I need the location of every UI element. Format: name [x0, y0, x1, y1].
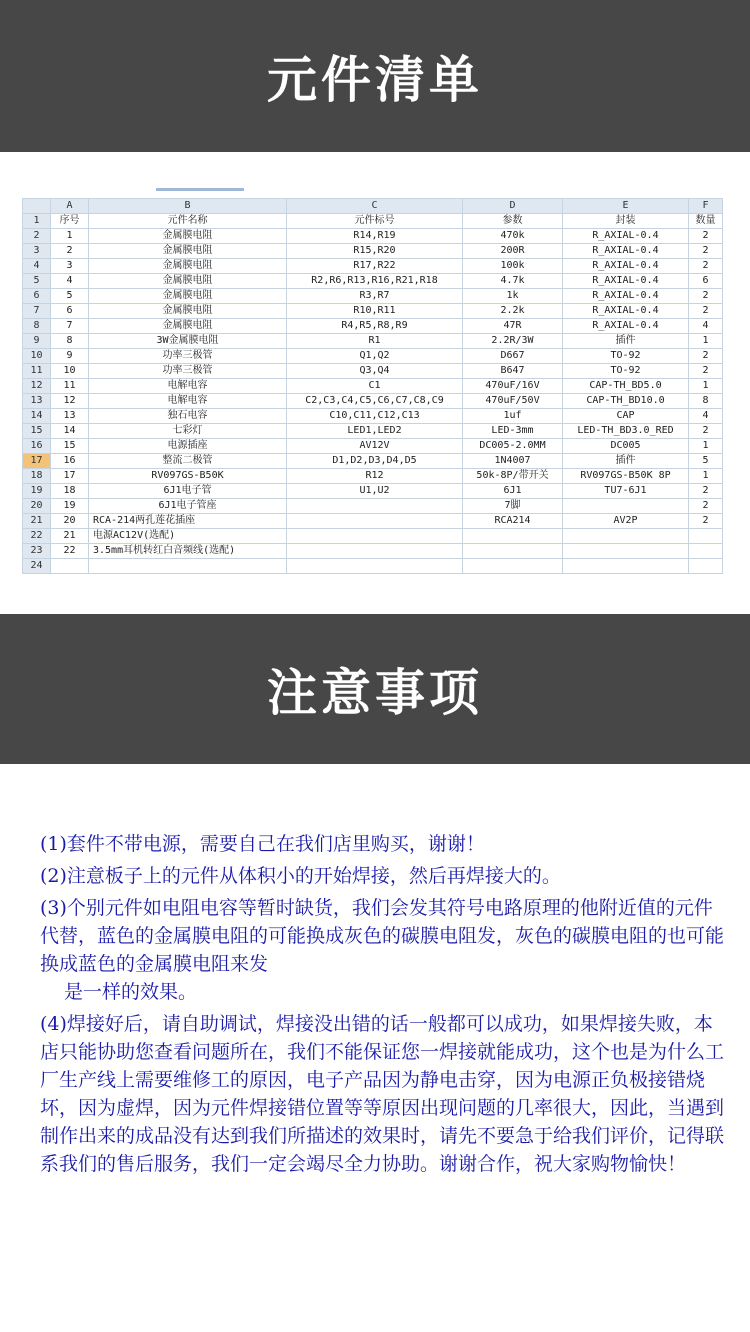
table-cell[interactable]: R_AXIAL-0.4	[563, 319, 689, 334]
table-cell[interactable]: 5	[51, 289, 89, 304]
table-cell[interactable]: R4,R5,R8,R9	[287, 319, 463, 334]
table-cell[interactable]: 七彩灯	[89, 424, 287, 439]
table-cell[interactable]: 数量	[689, 214, 723, 229]
note-3-tail: 是一样的效果。	[64, 981, 198, 1003]
table-cell[interactable]: 1	[51, 229, 89, 244]
table-cell[interactable]: C1	[287, 379, 463, 394]
table-cell[interactable]: 电解电容	[89, 379, 287, 394]
table-cell[interactable]	[51, 559, 89, 574]
table-cell[interactable]	[463, 559, 563, 574]
table-cell[interactable]	[287, 499, 463, 514]
table-cell[interactable]: B647	[463, 364, 563, 379]
corner-cell[interactable]	[23, 199, 51, 214]
notes-banner	[0, 614, 750, 764]
table-cell[interactable]: D1,D2,D3,D4,D5	[287, 454, 463, 469]
table-cell[interactable]: 47R	[463, 319, 563, 334]
row-header[interactable]: 5	[23, 274, 51, 289]
table-cell[interactable]: RV097GS-B50K 8P	[563, 469, 689, 484]
table-cell[interactable]: R17,R22	[287, 259, 463, 274]
section-title-notes: 注意事项	[267, 664, 483, 722]
table-cell[interactable]: 6J1电子管座	[89, 499, 287, 514]
table-cell[interactable]: 470uF/50V	[463, 394, 563, 409]
row-header[interactable]: 1	[23, 214, 51, 229]
table-cell[interactable]: RCA-214两孔莲花插座	[89, 514, 287, 529]
row-header[interactable]: 11	[23, 364, 51, 379]
table-cell[interactable]: 2	[689, 424, 723, 439]
note-2: (2)注意板子上的元件从体积小的开始焊接，然后再焊接大的。	[40, 865, 561, 887]
table-cell[interactable]: R14,R19	[287, 229, 463, 244]
table-cell[interactable]: 21	[51, 529, 89, 544]
table-cell[interactable]: 金属膜电阻	[89, 259, 287, 274]
table-cell[interactable]: 整流二极管	[89, 454, 287, 469]
table-row	[23, 214, 723, 229]
table-cell[interactable]: DC005	[563, 439, 689, 454]
row-header[interactable]: 17	[23, 454, 51, 469]
table-row	[23, 319, 723, 334]
table-cell[interactable]: 独石电容	[89, 409, 287, 424]
table-cell[interactable]: 470uF/16V	[463, 379, 563, 394]
table-cell[interactable]: R10,R11	[287, 304, 463, 319]
table-cell[interactable]	[689, 559, 723, 574]
table-cell[interactable]: R15,R20	[287, 244, 463, 259]
table-cell[interactable]: R_AXIAL-0.4	[563, 244, 689, 259]
table-cell[interactable]: 18	[51, 484, 89, 499]
table-cell[interactable]	[563, 559, 689, 574]
table-cell[interactable]: U1,U2	[287, 484, 463, 499]
table-cell[interactable]: 8	[689, 394, 723, 409]
table-cell[interactable]: R2,R6,R13,R16,R21,R18	[287, 274, 463, 289]
table-cell[interactable]	[287, 529, 463, 544]
table-cell[interactable]: 序号	[51, 214, 89, 229]
table-cell[interactable]: 15	[51, 439, 89, 454]
table-cell[interactable]: 3W金属膜电阻	[89, 334, 287, 349]
table-cell[interactable]: R12	[287, 469, 463, 484]
table-cell[interactable]: C10,C11,C12,C13	[287, 409, 463, 424]
table-cell[interactable]: 20	[51, 514, 89, 529]
table-cell[interactable]: R_AXIAL-0.4	[563, 229, 689, 244]
table-row	[23, 424, 723, 439]
table-cell[interactable]: 金属膜电阻	[89, 274, 287, 289]
table-row	[23, 394, 723, 409]
table-cell[interactable]: 插件	[563, 334, 689, 349]
table-cell[interactable]: 7	[51, 319, 89, 334]
table-cell[interactable]: 19	[51, 499, 89, 514]
table-cell[interactable]: 3	[51, 259, 89, 274]
table-cell[interactable]: 2	[689, 304, 723, 319]
table-cell[interactable]: 2	[689, 514, 723, 529]
row-header[interactable]: 13	[23, 394, 51, 409]
table-cell[interactable]: 6J1电子管	[89, 484, 287, 499]
table-cell[interactable]	[89, 559, 287, 574]
table-row	[23, 439, 723, 454]
table-cell[interactable]: 功率三极管	[89, 349, 287, 364]
table-cell[interactable]: 2	[689, 484, 723, 499]
table-cell[interactable]: 6J1	[463, 484, 563, 499]
table-cell[interactable]: 1k	[463, 289, 563, 304]
column-header-e[interactable]: E	[563, 199, 689, 214]
table-cell[interactable]: 200R	[463, 244, 563, 259]
table-cell[interactable]: 12	[51, 394, 89, 409]
table-cell[interactable]: AV2P	[563, 514, 689, 529]
table-cell[interactable]: 1	[689, 469, 723, 484]
table-cell[interactable]: 2	[689, 244, 723, 259]
table-cell[interactable]: 470k	[463, 229, 563, 244]
table-cell[interactable]: 1	[689, 439, 723, 454]
table-cell[interactable]: 金属膜电阻	[89, 244, 287, 259]
table-cell[interactable]: Q1,Q2	[287, 349, 463, 364]
table-row	[23, 484, 723, 499]
component-table	[22, 198, 723, 574]
table-cell[interactable]: 2	[689, 229, 723, 244]
table-cell[interactable]: TU7-6J1	[563, 484, 689, 499]
table-cell[interactable]: 金属膜电阻	[89, 229, 287, 244]
row-header[interactable]: 19	[23, 484, 51, 499]
column-header-d[interactable]: D	[463, 199, 563, 214]
table-row	[23, 514, 723, 529]
table-cell[interactable]: 2	[689, 259, 723, 274]
table-cell[interactable]: 1uf	[463, 409, 563, 424]
table-cell[interactable]: LED1,LED2	[287, 424, 463, 439]
table-cell[interactable]	[463, 544, 563, 559]
row-header[interactable]: 4	[23, 259, 51, 274]
row-header[interactable]: 14	[23, 409, 51, 424]
table-row	[23, 544, 723, 559]
table-cell[interactable]	[287, 514, 463, 529]
table-cell[interactable]: R_AXIAL-0.4	[563, 289, 689, 304]
row-header[interactable]: 16	[23, 439, 51, 454]
table-cell[interactable]: 10	[51, 364, 89, 379]
table-cell[interactable]	[287, 544, 463, 559]
table-cell[interactable]: 1N4007	[463, 454, 563, 469]
table-cell[interactable]: 9	[51, 349, 89, 364]
table-cell[interactable]: 电解电容	[89, 394, 287, 409]
table-cell[interactable]: 2.2R/3W	[463, 334, 563, 349]
note-3	[40, 894, 730, 1006]
table-cell[interactable]: 3.5mm耳机转红白音频线(选配)	[89, 544, 287, 559]
table-row	[23, 259, 723, 274]
table-row	[23, 454, 723, 469]
table-cell[interactable]: CAP	[563, 409, 689, 424]
table-row	[23, 349, 723, 364]
column-header-b[interactable]: B	[89, 199, 287, 214]
table-cell[interactable]: 7脚	[463, 499, 563, 514]
table-cell[interactable]: R_AXIAL-0.4	[563, 274, 689, 289]
table-cell[interactable]: 金属膜电阻	[89, 304, 287, 319]
table-row	[23, 244, 723, 259]
table-cell[interactable]: 22	[51, 544, 89, 559]
table-cell[interactable]: 100k	[463, 259, 563, 274]
table-cell[interactable]: 13	[51, 409, 89, 424]
table-row	[23, 229, 723, 244]
row-header[interactable]: 23	[23, 544, 51, 559]
table-cell[interactable]: R1	[287, 334, 463, 349]
row-header[interactable]: 15	[23, 424, 51, 439]
row-header[interactable]: 9	[23, 334, 51, 349]
row-header[interactable]: 10	[23, 349, 51, 364]
table-cell[interactable]: 1	[689, 379, 723, 394]
table-row	[23, 379, 723, 394]
table-cell[interactable]: RCA214	[463, 514, 563, 529]
row-header[interactable]: 24	[23, 559, 51, 574]
table-cell[interactable]: 插件	[563, 454, 689, 469]
table-cell[interactable]: 4.7k	[463, 274, 563, 289]
table-cell[interactable]: 功率三极管	[89, 364, 287, 379]
table-cell[interactable]: 4	[689, 409, 723, 424]
table-cell[interactable]	[689, 529, 723, 544]
table-cell[interactable]: LED-3mm	[463, 424, 563, 439]
note-4: (4)焊接好后，请自助调试，焊接没出错的话一般都可以成功，如果焊接失败，本店只能协助您查看问题所在，我们不能保证您一焊接就能成功，这个也是为什么工厂生产线上需要维修工的原因，电子产品因为静电击穿，因为电源正负极接错烧坏，因为虚焊，因为元件焊接错位置等等原因出现问题的几率很大，因此，当遇到制作出来的成品没有达到我们所描述的效果时，请先不要急于给我们评价，记得联系我们的售后服务，我们一定会竭尽全力协助。谢谢合作，祝大家购物愉快！	[40, 1013, 725, 1175]
note-1: (1)套件不带电源，需要自己在我们店里购买，谢谢！	[40, 833, 485, 855]
table-cell[interactable]: 参数	[463, 214, 563, 229]
table-cell[interactable]: 8	[51, 334, 89, 349]
table-cell[interactable]: 元件标号	[287, 214, 463, 229]
table-cell[interactable]: 5	[689, 454, 723, 469]
table-cell[interactable]: 2	[689, 289, 723, 304]
table-cell[interactable]: 2.2k	[463, 304, 563, 319]
table-cell[interactable]: R_AXIAL-0.4	[563, 259, 689, 274]
column-selection-indicator	[156, 188, 244, 191]
row-header[interactable]: 20	[23, 499, 51, 514]
table-cell[interactable]: Q3,Q4	[287, 364, 463, 379]
table-cell[interactable]: 4	[689, 319, 723, 334]
table-cell[interactable]: 封装	[563, 214, 689, 229]
table-cell[interactable]: LED-TH_BD3.0_RED	[563, 424, 689, 439]
table-cell[interactable]: R_AXIAL-0.4	[563, 304, 689, 319]
table-cell[interactable]: 2	[689, 499, 723, 514]
table-row	[23, 289, 723, 304]
table-body	[23, 214, 723, 574]
table-cell[interactable]: DC005-2.0MM	[463, 439, 563, 454]
row-header[interactable]: 7	[23, 304, 51, 319]
table-cell[interactable]: 17	[51, 469, 89, 484]
table-cell[interactable]: 50k-8P/带开关	[463, 469, 563, 484]
table-cell[interactable]: CAP-TH_BD10.0	[563, 394, 689, 409]
row-header[interactable]: 6	[23, 289, 51, 304]
table-cell[interactable]: CAP-TH_BD5.0	[563, 379, 689, 394]
table-cell[interactable]: 11	[51, 379, 89, 394]
column-header-c[interactable]: C	[287, 199, 463, 214]
note-3-text: (3)个别元件如电阻电容等暂时缺货，我们会发其符号电路原理的他附近值的元件代替，蓝色的金属膜电阻的可能换成灰色的碳膜电阻发，灰色的碳膜电阻的也可能换成蓝色的金属膜电阻来发	[40, 897, 725, 975]
table-cell[interactable]: 6	[689, 274, 723, 289]
table-cell[interactable]: TO-92	[563, 364, 689, 379]
table-cell[interactable]: 电源插座	[89, 439, 287, 454]
row-header[interactable]: 2	[23, 229, 51, 244]
table-cell[interactable]: 4	[51, 274, 89, 289]
table-cell[interactable]: 2	[51, 244, 89, 259]
component-spreadsheet	[22, 188, 728, 576]
table-cell[interactable]: 元件名称	[89, 214, 287, 229]
table-cell[interactable]: R3,R7	[287, 289, 463, 304]
table-cell[interactable]	[563, 529, 689, 544]
table-cell[interactable]	[563, 544, 689, 559]
table-row	[23, 304, 723, 319]
table-cell[interactable]: C2,C3,C4,C5,C6,C7,C8,C9	[287, 394, 463, 409]
table-cell[interactable]: 6	[51, 304, 89, 319]
table-cell[interactable]: 16	[51, 454, 89, 469]
table-row	[23, 334, 723, 349]
column-header-a[interactable]: A	[51, 199, 89, 214]
table-row	[23, 364, 723, 379]
table-cell[interactable]: TO-92	[563, 349, 689, 364]
table-cell[interactable]: 14	[51, 424, 89, 439]
header-banner	[0, 0, 750, 152]
column-header-f[interactable]: F	[689, 199, 723, 214]
table-cell[interactable]: AV12V	[287, 439, 463, 454]
table-cell[interactable]: 电源AC12V(选配)	[89, 529, 287, 544]
table-cell[interactable]: 金属膜电阻	[89, 319, 287, 334]
table-cell[interactable]: 金属膜电阻	[89, 289, 287, 304]
row-header[interactable]: 21	[23, 514, 51, 529]
table-cell[interactable]: 2	[689, 364, 723, 379]
row-header[interactable]: 18	[23, 469, 51, 484]
table-row	[23, 469, 723, 484]
table-cell[interactable]: RV097GS-B50K	[89, 469, 287, 484]
table-cell[interactable]: D667	[463, 349, 563, 364]
table-cell[interactable]	[463, 529, 563, 544]
row-header[interactable]: 22	[23, 529, 51, 544]
table-row	[23, 499, 723, 514]
row-header[interactable]: 12	[23, 379, 51, 394]
row-header[interactable]: 3	[23, 244, 51, 259]
table-cell[interactable]	[287, 559, 463, 574]
notes-section	[40, 830, 730, 1178]
table-row	[23, 559, 723, 574]
table-cell[interactable]: 1	[689, 334, 723, 349]
table-cell[interactable]: 2	[689, 349, 723, 364]
table-row	[23, 529, 723, 544]
table-row	[23, 274, 723, 289]
table-cell[interactable]	[689, 544, 723, 559]
table-cell[interactable]	[563, 499, 689, 514]
row-header[interactable]: 8	[23, 319, 51, 334]
column-header-row	[23, 199, 723, 214]
table-row	[23, 409, 723, 424]
section-title-component-list: 元件清单	[267, 51, 483, 109]
